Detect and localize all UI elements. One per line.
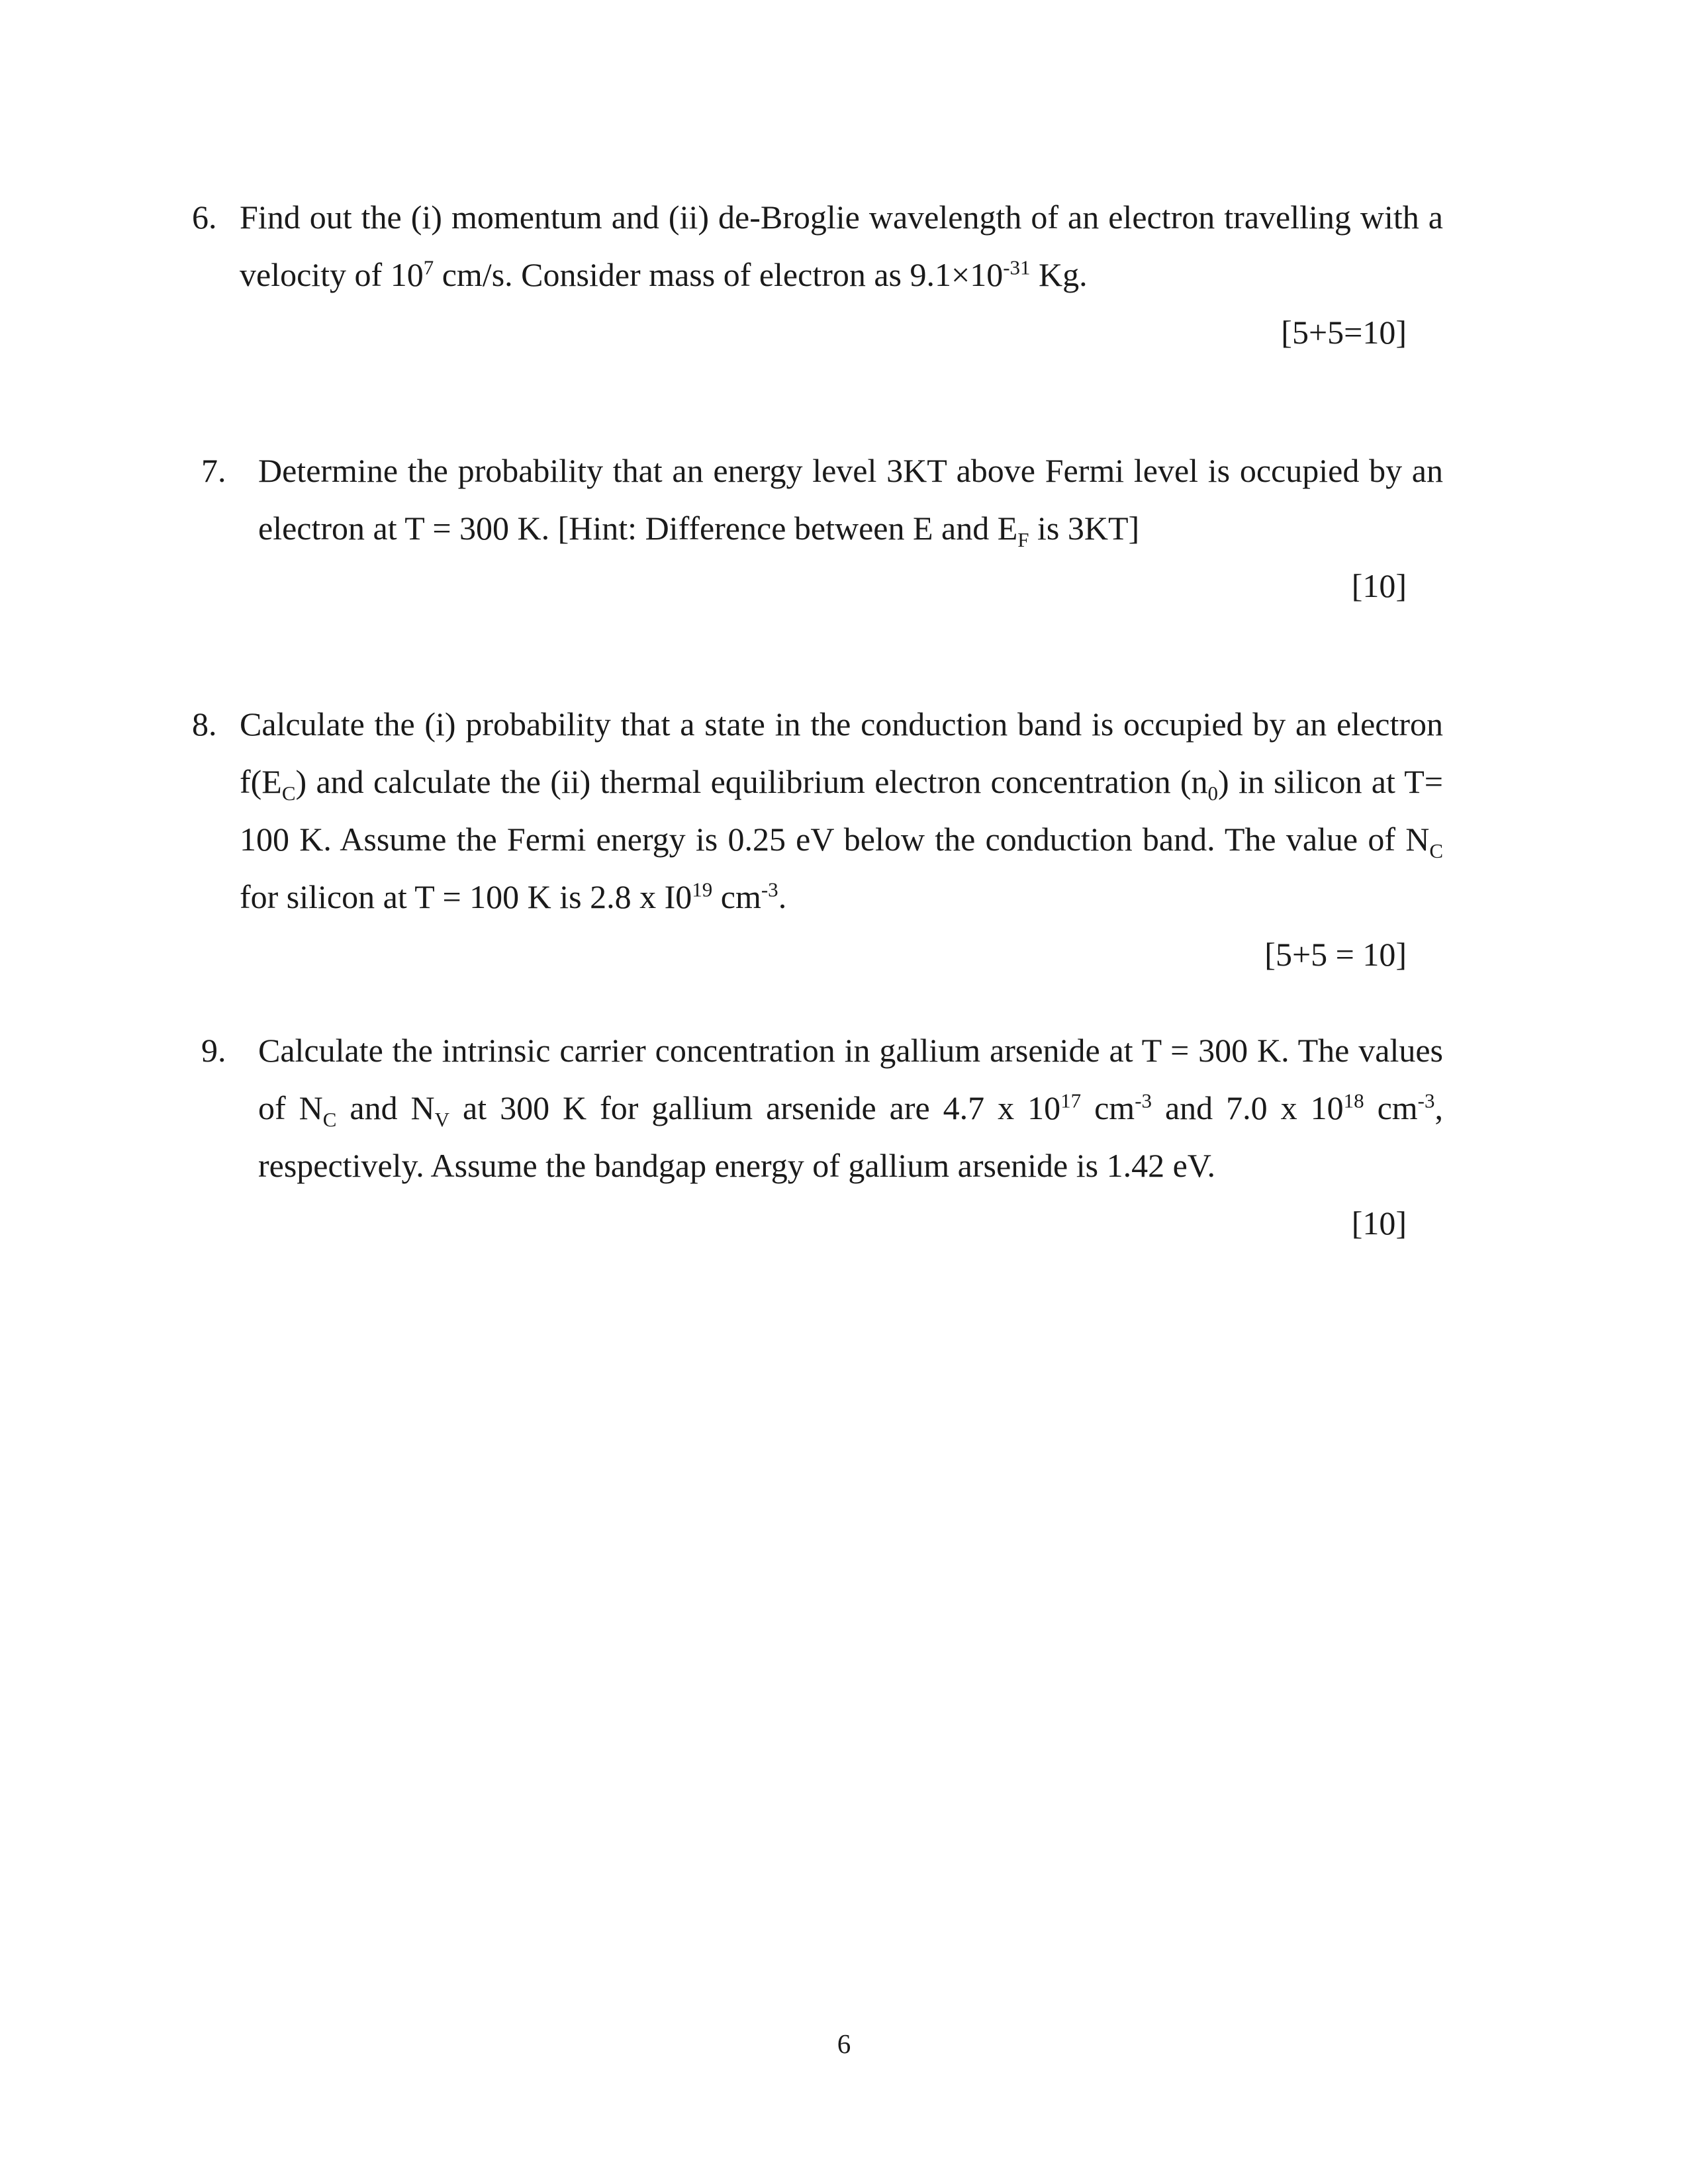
question-item-9 xyxy=(192,1022,1443,1252)
question-7-row xyxy=(192,442,1443,557)
question-item-7 xyxy=(192,442,1443,615)
question-7-number: 7. xyxy=(201,452,226,489)
page-number: 6 xyxy=(837,2028,851,2059)
question-7-marks: [10] xyxy=(1351,567,1407,604)
question-9-number: 9. xyxy=(201,1032,226,1069)
page-footer xyxy=(0,2028,1688,2060)
question-item-6 xyxy=(192,189,1443,361)
question-6-number: 6. xyxy=(192,199,217,236)
question-9-marks: [10] xyxy=(1351,1205,1407,1242)
question-6-row xyxy=(192,189,1443,304)
question-6-text: Find out the (i) momentum and (ii) de-Broglie wavelength of an electron travelling with a velocity of $10^7$ cm/s. Consider mass of electron as $9.1\times 10^{-31}$ Kg. xyxy=(240,199,1443,293)
question-7-text: Determine the probability that an energy level 3KT above Fermi level is occupied by an electron at T = 300 K. [Hint: Difference between E and $E_F$ is 3KT] xyxy=(258,452,1443,551)
question-8-marks: [5+5 = 10] xyxy=(1264,936,1407,973)
question-8-text: Calculate the (i) probability that a state in the conduction band is occupied by an electron $f(E_C)$ and calculate the (ii) thermal equilibrium electron concentration $(n_0)$ in silicon at T= 100 K. Assume the Fermi energy is 0.25 eV below the conduction band. The value of $N_C$ for silicon at T = 100 K is 2.8 x $I0^{19}$ $cm^{-3}$. xyxy=(240,705,1443,915)
question-8-number: 8. xyxy=(192,705,217,743)
question-9-text: Calculate the intrinsic carrier concentration in gallium arsenide at T = 300 K. The values of $N_C$ and $N_V$ at 300 K for gallium arsenide are 4.7 x $10^{17}$ $cm^{-3}$ and 7.0 x $10^{18}$ $cm^{-3}$, respectively. Assume the bandgap energy of gallium arsenide is 1.42 eV. xyxy=(258,1032,1443,1184)
question-9-row xyxy=(192,1022,1443,1195)
question-item-8 xyxy=(192,696,1443,983)
questions-list xyxy=(192,189,1443,1333)
question-8-row xyxy=(192,696,1443,926)
question-6-marks: [5+5=10] xyxy=(1281,314,1407,351)
